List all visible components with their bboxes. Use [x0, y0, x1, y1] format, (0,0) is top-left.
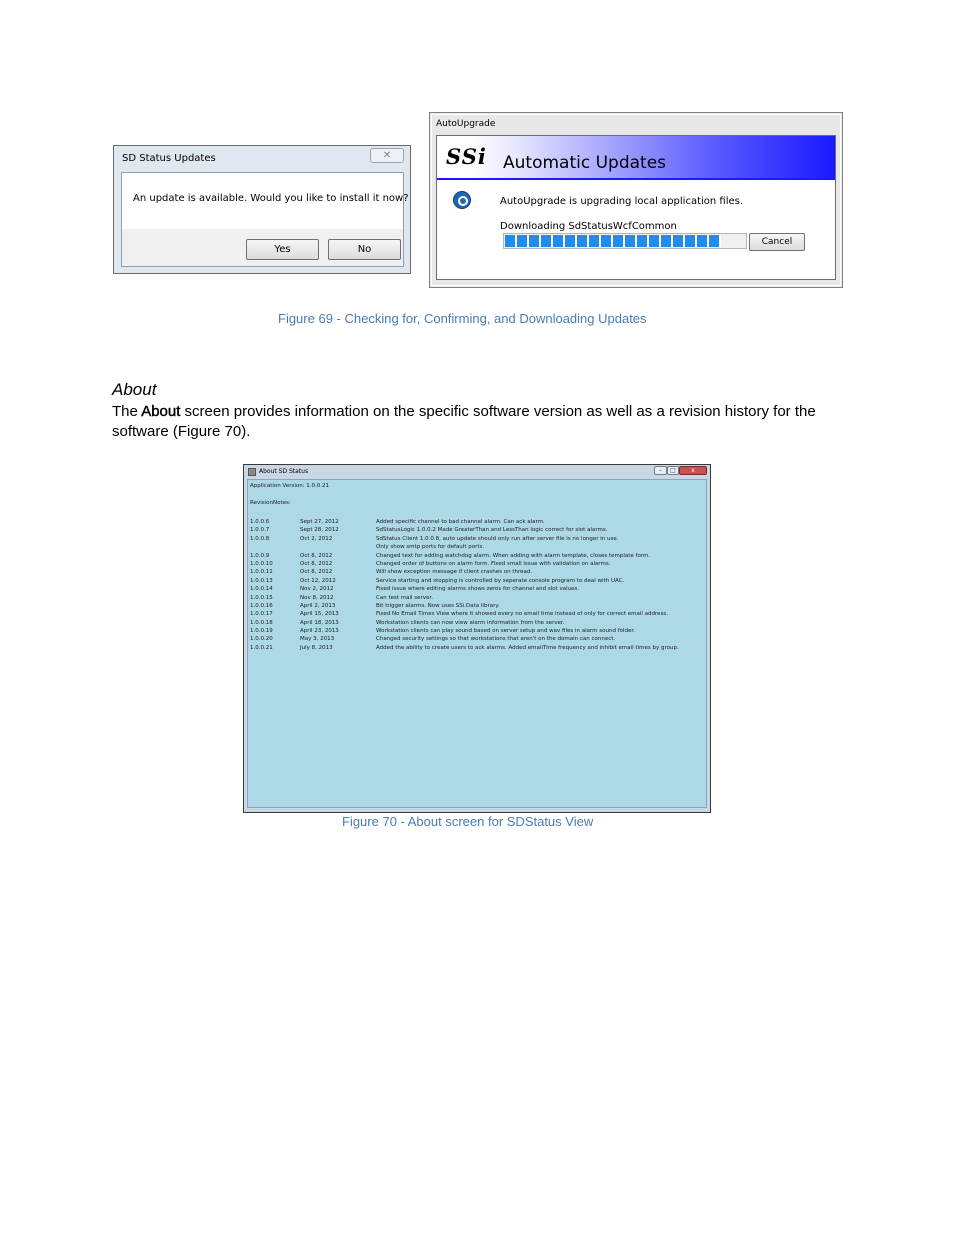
paragraph-rest: screen provides information on the specific software version as well as a revision history for the software (Figure 70).	[112, 403, 816, 440]
revision-row	[248, 519, 706, 527]
revision-date: Oct 8, 2012	[300, 569, 333, 576]
figure-70-caption: Figure 70 - About screen for SDStatus View	[342, 814, 594, 829]
close-icon[interactable]: x	[679, 466, 707, 475]
app-icon	[248, 468, 256, 476]
revision-note: Changed security settings so that workstations that aren't on the domain can connect.	[376, 636, 616, 643]
revision-date: April 2, 2013	[300, 602, 336, 609]
upgrade-status-text: AutoUpgrade is upgrading local application files.	[500, 196, 744, 207]
revision-version: 1.0.0.13	[250, 577, 273, 584]
sd-dialog-message: An update is available. Would you like to install it now?	[133, 193, 409, 204]
revision-note: Bit trigger alarms. Now uses SSi.Data library.	[376, 602, 500, 609]
banner-divider	[437, 178, 835, 180]
revision-note: Changed text for adding watchdog alarm. When adding with alarm template, closes template form.	[376, 552, 651, 559]
yes-button[interactable]: Yes	[246, 239, 319, 260]
revision-row	[248, 620, 706, 628]
autoupgrade-title: AutoUpgrade	[436, 119, 496, 129]
revision-date: April 18, 2013	[300, 619, 339, 626]
revision-version: 1.0.0.14	[250, 586, 273, 593]
paragraph-prefix: The	[112, 403, 142, 420]
revision-row	[248, 578, 706, 586]
revision-date: Nov 2, 2012	[300, 586, 334, 593]
revision-version: 1.0.0.20	[250, 636, 273, 643]
revision-row	[248, 603, 706, 611]
revision-note: Only show smtp ports for default ports.	[376, 544, 485, 551]
revision-note: Fixed issue where editing alarms shows zeros for channel and slot values.	[376, 586, 580, 593]
revision-version: 1.0.0.7	[250, 527, 270, 534]
revision-row	[248, 586, 706, 594]
revision-note: Workstation clients can play sound based on server setup and wav files in alarm sound folder.	[376, 628, 635, 635]
revision-row	[248, 595, 706, 603]
revision-version: 1.0.0.15	[250, 594, 273, 601]
revision-version: 1.0.0.19	[250, 628, 273, 635]
sd-dialog-title: SD Status Updates	[122, 153, 216, 164]
revision-date: Sept 27, 2012	[300, 519, 339, 525]
revision-note: SdStatusLogic 1.0.0.2 Made GreaterThan and LessThan logic correct for slot alarms.	[376, 527, 608, 534]
revision-version: 1.0.0.18	[250, 619, 273, 626]
progress-fill	[505, 235, 721, 247]
banner-title: Automatic Updates	[503, 153, 667, 173]
revision-date: Oct 8, 2012	[300, 552, 333, 559]
revision-row	[248, 527, 706, 535]
revision-note: Added specific channel to bad channel alarm. Can ack alarm.	[376, 519, 545, 525]
revision-note: SdStatus Client 1.0.0.8, auto update should only run after server file is no longer in use.	[376, 535, 619, 542]
sd-dialog-body	[121, 172, 409, 267]
autoupgrade-panel	[436, 135, 836, 280]
download-progress-bar	[503, 233, 747, 249]
revision-date: Sept 28, 2012	[300, 527, 339, 534]
power-icon	[453, 191, 471, 209]
sd-status-updates-dialog	[113, 145, 411, 274]
maximize-icon[interactable]: □	[667, 466, 679, 475]
revision-row	[248, 636, 706, 644]
revision-date: Oct 8, 2012	[300, 560, 333, 567]
revision-note: Will show exception message if client crashes on thread.	[376, 569, 533, 576]
revision-version: 1.0.0.16	[250, 602, 273, 609]
figure-69-caption: Figure 69 - Checking for, Confirming, and Downloading Updates	[278, 311, 647, 326]
revision-note: Added the ability to create users to ack alarms. Added emailTime frequency and inhibit email times by group.	[376, 644, 679, 651]
revision-date: April 15, 2013	[300, 611, 339, 618]
cancel-button[interactable]: Cancel	[749, 233, 805, 251]
autoupgrade-dialog	[429, 112, 843, 288]
close-icon[interactable]: ✕	[370, 148, 404, 163]
about-heading: About	[112, 380, 157, 399]
revision-version: 1.0.0.21	[250, 644, 273, 651]
revision-note: Fixed No Email Times View where it showed every no email time instead of only for correct email address.	[376, 611, 669, 618]
revision-date: April 23, 2013	[300, 628, 339, 635]
revision-version: 1.0.0.6	[250, 519, 270, 525]
revision-row	[248, 536, 706, 544]
paragraph-bold-about: About	[141, 403, 181, 420]
revision-list	[248, 519, 706, 653]
ssi-logo: SSi	[446, 144, 487, 169]
about-window-title: About SD Status	[259, 468, 309, 475]
revision-version: 1.0.0.8	[250, 535, 270, 542]
revision-date: Nov 8, 2012	[300, 594, 334, 601]
autoupgrade-banner	[437, 136, 835, 178]
revision-version: 1.0.0.11	[250, 569, 273, 576]
revision-note: Workstation clients can now view alarm information from the server.	[376, 619, 565, 626]
revision-version: 1.0.0.10	[250, 560, 273, 567]
revision-version: 1.0.0.17	[250, 611, 273, 618]
no-button[interactable]: No	[328, 239, 401, 260]
revision-row	[248, 553, 706, 561]
sd-dialog-titlebar	[114, 146, 410, 172]
revision-note: Service starting and stopping is controlled by seperate console program to deal with UAC.	[376, 577, 625, 584]
revision-row	[248, 611, 706, 619]
revision-date: July 8, 2013	[300, 644, 333, 651]
about-window-content	[247, 479, 707, 808]
download-status-text: Downloading SdStatusWcfCommon	[500, 221, 677, 232]
revision-date: May 3, 2013	[300, 636, 335, 643]
revision-notes-label: RevisionNotes:	[250, 500, 291, 506]
revision-version: 1.0.0.9	[250, 552, 270, 559]
sd-dialog-message-area	[122, 173, 409, 229]
revision-date: Oct 12, 2012	[300, 577, 336, 584]
revision-row	[248, 569, 706, 577]
revision-row	[248, 561, 706, 569]
revision-row	[248, 645, 706, 653]
application-version: Application Version: 1.0.0.21	[250, 483, 330, 489]
about-paragraph	[112, 402, 832, 442]
revision-row	[248, 544, 706, 552]
revision-note: Can test mail server.	[376, 594, 433, 601]
minimize-icon[interactable]: –	[654, 466, 667, 475]
about-window-titlebar	[244, 465, 710, 479]
revision-note: Changed order of buttons on alarm form. Fixed small issue with validation on alarms.	[376, 560, 611, 567]
about-sd-status-window	[243, 464, 711, 813]
revision-date: Oct 2, 2012	[300, 535, 333, 542]
revision-row	[248, 628, 706, 636]
